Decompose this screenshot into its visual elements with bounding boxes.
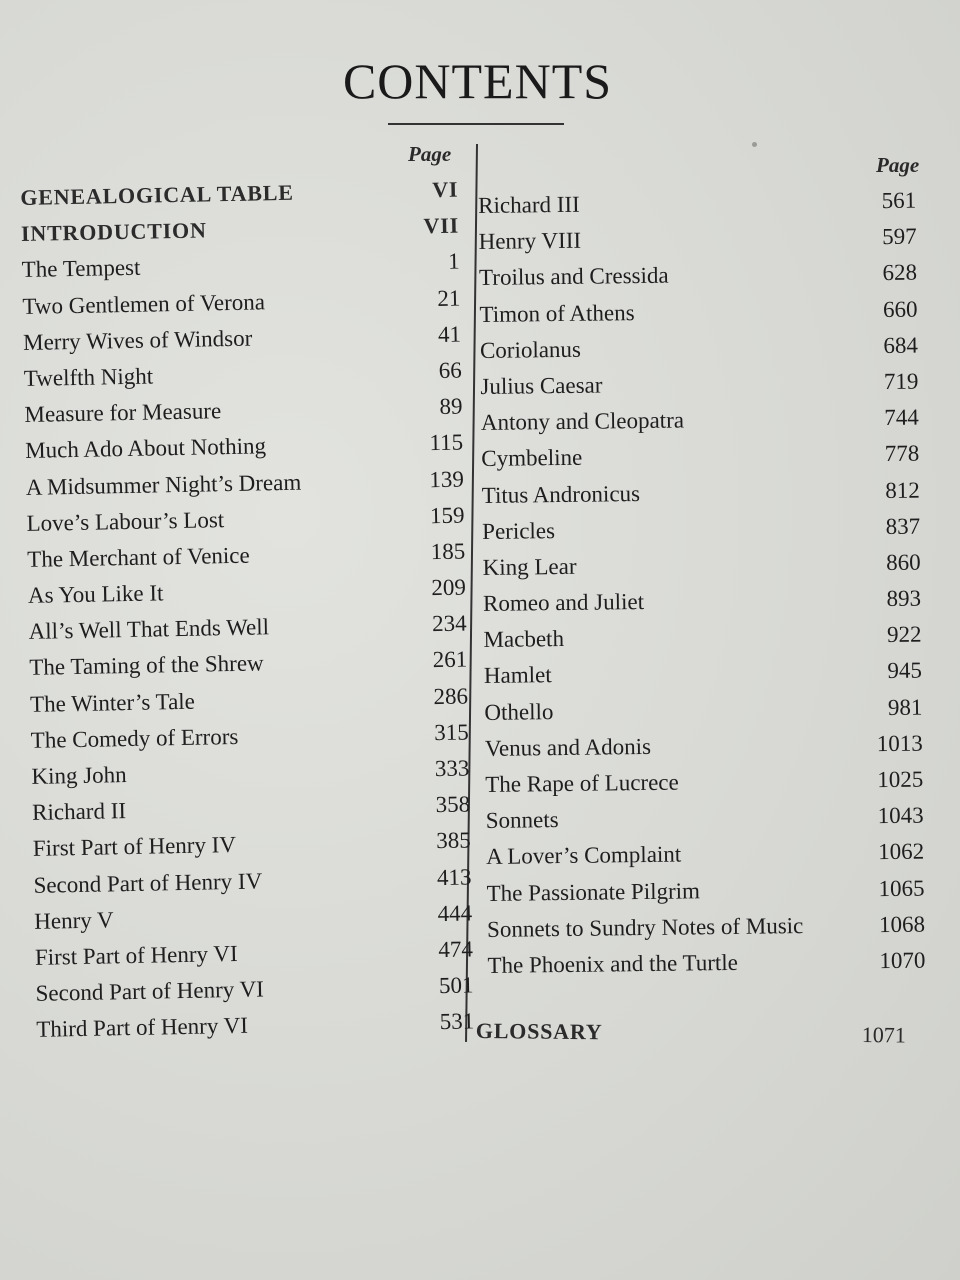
entry-title: Richard III: [478, 191, 580, 218]
contents-entry[interactable]: [482, 508, 922, 550]
entry-page-number: VII: [423, 212, 460, 239]
entry-page-number: 444: [437, 900, 473, 926]
entry-page-number: 159: [429, 502, 465, 528]
entry-title: First Part of Henry IV: [32, 832, 237, 862]
entry-title: As You Like It: [27, 580, 164, 608]
entry-title: Richard II: [31, 798, 127, 826]
entry-page-number: 185: [430, 538, 466, 565]
entry-title: King John: [31, 762, 127, 789]
entry-page-number: 837: [885, 513, 921, 539]
right-contents-column: [478, 183, 928, 984]
entry-title: Romeo and Juliet: [482, 589, 645, 617]
contents-entry[interactable]: [486, 870, 926, 912]
entry-page-number: 474: [438, 936, 474, 963]
entry-title: All’s Well That Ends Well: [28, 614, 270, 645]
entry-title: Othello: [484, 698, 554, 725]
entry-page-number: 1070: [879, 947, 926, 974]
entry-page-number: 628: [882, 260, 918, 286]
entry-title: Pericles: [482, 517, 556, 544]
entry-page-number: 1025: [877, 766, 924, 793]
left-page-header: Page: [408, 142, 452, 166]
entry-title: Troilus and Cressida: [478, 263, 669, 291]
contents-entry[interactable]: [485, 725, 925, 767]
contents-entry[interactable]: [478, 183, 918, 225]
contents-entry[interactable]: [484, 689, 924, 731]
entry-page-number: 684: [883, 332, 919, 358]
entry-title: A Midsummer Night’s Dream: [25, 469, 302, 500]
entry-title: Twelfth Night: [23, 363, 154, 391]
entry-page-number: 1068: [878, 911, 926, 937]
glossary-title: GLOSSARY: [475, 1018, 603, 1045]
contents-entry[interactable]: [485, 762, 925, 804]
entry-title: The Rape of Lucrece: [485, 769, 679, 797]
entry-title: Merry Wives of Windsor: [22, 325, 253, 355]
entry-page-number: 413: [436, 864, 472, 890]
contents-entry[interactable]: [479, 255, 919, 297]
entry-title: Sonnets: [485, 807, 559, 834]
entry-title: Love’s Labour’s Lost: [26, 506, 225, 536]
entry-page-number: 21: [437, 285, 461, 311]
entry-title: The Passionate Pilgrim: [486, 877, 701, 906]
entry-page-number: 333: [434, 755, 470, 782]
entry-page-number: 860: [885, 549, 921, 575]
entry-page-number: 209: [431, 574, 467, 601]
entry-title: Much Ado About Nothing: [24, 433, 267, 464]
entry-page-number: 1065: [878, 875, 925, 901]
entry-page-number: 501: [438, 972, 474, 999]
entry-title: The Winter’s Tale: [29, 688, 196, 717]
entry-title: Venus and Adonis: [484, 733, 652, 761]
entry-page-number: 744: [884, 404, 919, 431]
contents-entry[interactable]: [481, 436, 921, 478]
entry-title: Macbeth: [483, 626, 565, 653]
entry-title: Julius Caesar: [480, 372, 603, 399]
entry-page-number: 561: [881, 187, 917, 214]
page-title: CONTENTS: [342, 53, 613, 109]
entry-page-number: 597: [881, 223, 917, 250]
entry-page-number: 531: [439, 1008, 475, 1035]
entry-title: A Lover’s Complaint: [486, 841, 682, 870]
contents-entry[interactable]: [484, 653, 924, 695]
contents-entry[interactable]: [483, 581, 923, 623]
entry-title: Third Part of Henry VI: [36, 1013, 249, 1043]
entry-title: INTRODUCTION: [20, 217, 207, 247]
contents-entry[interactable]: [486, 798, 926, 840]
entry-page-number: 358: [435, 791, 471, 818]
entry-title: The Merchant of Venice: [27, 542, 250, 572]
entry-page-number: 719: [883, 368, 919, 394]
entry-title: Henry VIII: [478, 227, 582, 255]
entry-title: Antony and Cleopatra: [480, 407, 685, 436]
entry-title: Titus Andronicus: [481, 480, 641, 508]
contents-entry[interactable]: [478, 219, 918, 261]
entry-title: King Lear: [482, 553, 577, 580]
entry-title: Coriolanus: [479, 336, 582, 363]
entry-page-number: 1: [447, 248, 460, 275]
entry-page-number: VI: [431, 176, 459, 203]
entry-page-number: 234: [431, 610, 467, 637]
entry-title: GENEALOGICAL TABLE: [20, 179, 294, 210]
entry-page-number: 922: [886, 621, 922, 648]
entry-title: Cymbeline: [481, 445, 583, 472]
entry-page-number: 115: [429, 429, 464, 456]
entry-page-number: 66: [438, 357, 462, 383]
entry-title: The Taming of the Shrew: [29, 650, 264, 681]
entry-page-number: 385: [436, 827, 471, 854]
contents-entry[interactable]: [481, 400, 921, 442]
contents-entry[interactable]: [487, 943, 927, 985]
contents-entry[interactable]: [482, 472, 922, 514]
contents-entry[interactable]: [487, 906, 927, 948]
entry-page-number: 893: [886, 585, 922, 612]
entry-title: First Part of Henry VI: [34, 940, 238, 970]
contents-entry[interactable]: [36, 1004, 477, 1049]
left-contents-column: [20, 172, 477, 1049]
entry-page-number: 286: [433, 683, 469, 709]
entry-title: The Phoenix and the Turtle: [487, 949, 739, 978]
entry-page-number: 1013: [876, 730, 923, 756]
entry-page-number: 139: [429, 466, 465, 492]
title-rule: [388, 123, 564, 125]
entry-page-number: 89: [439, 393, 463, 420]
entry-title: Sonnets to Sundry Notes of Music: [486, 912, 804, 942]
entry-page-number: 1062: [877, 838, 925, 865]
entry-title: Henry V: [33, 907, 114, 934]
entry-page-number: 315: [433, 719, 469, 745]
entry-page-number: 261: [432, 646, 468, 673]
entry-page-number: 778: [884, 440, 920, 467]
entry-page-number: 812: [885, 477, 920, 503]
contents-entry[interactable]: [486, 834, 926, 876]
entry-title: Two Gentlemen of Verona: [22, 288, 266, 319]
entry-page-number: 1043: [877, 802, 924, 829]
entry-title: The Tempest: [21, 255, 141, 283]
entry-title: Second Part of Henry IV: [33, 868, 263, 898]
entry-title: Measure for Measure: [24, 398, 222, 428]
contents-entry[interactable]: [479, 291, 919, 333]
contents-entry[interactable]: [483, 617, 923, 659]
entry-page-number: 981: [887, 694, 923, 720]
contents-entry[interactable]: [480, 364, 920, 406]
entry-page-number: 660: [882, 296, 918, 322]
entry-title: Timon of Athens: [479, 299, 635, 327]
entry-page-number: 41: [437, 321, 462, 347]
right-page-header: Page: [876, 153, 920, 177]
contents-entry[interactable]: [480, 327, 920, 369]
paper-speck: [752, 142, 757, 147]
entry-title: The Comedy of Errors: [30, 723, 239, 753]
entry-title: Second Part of Henry VI: [35, 976, 265, 1006]
entry-title: Hamlet: [483, 662, 552, 689]
entry-page-number: 945: [887, 658, 923, 684]
glossary-page: 1071: [861, 1022, 906, 1048]
glossary-entry[interactable]: [476, 1018, 906, 1049]
contents-entry[interactable]: [482, 544, 922, 586]
